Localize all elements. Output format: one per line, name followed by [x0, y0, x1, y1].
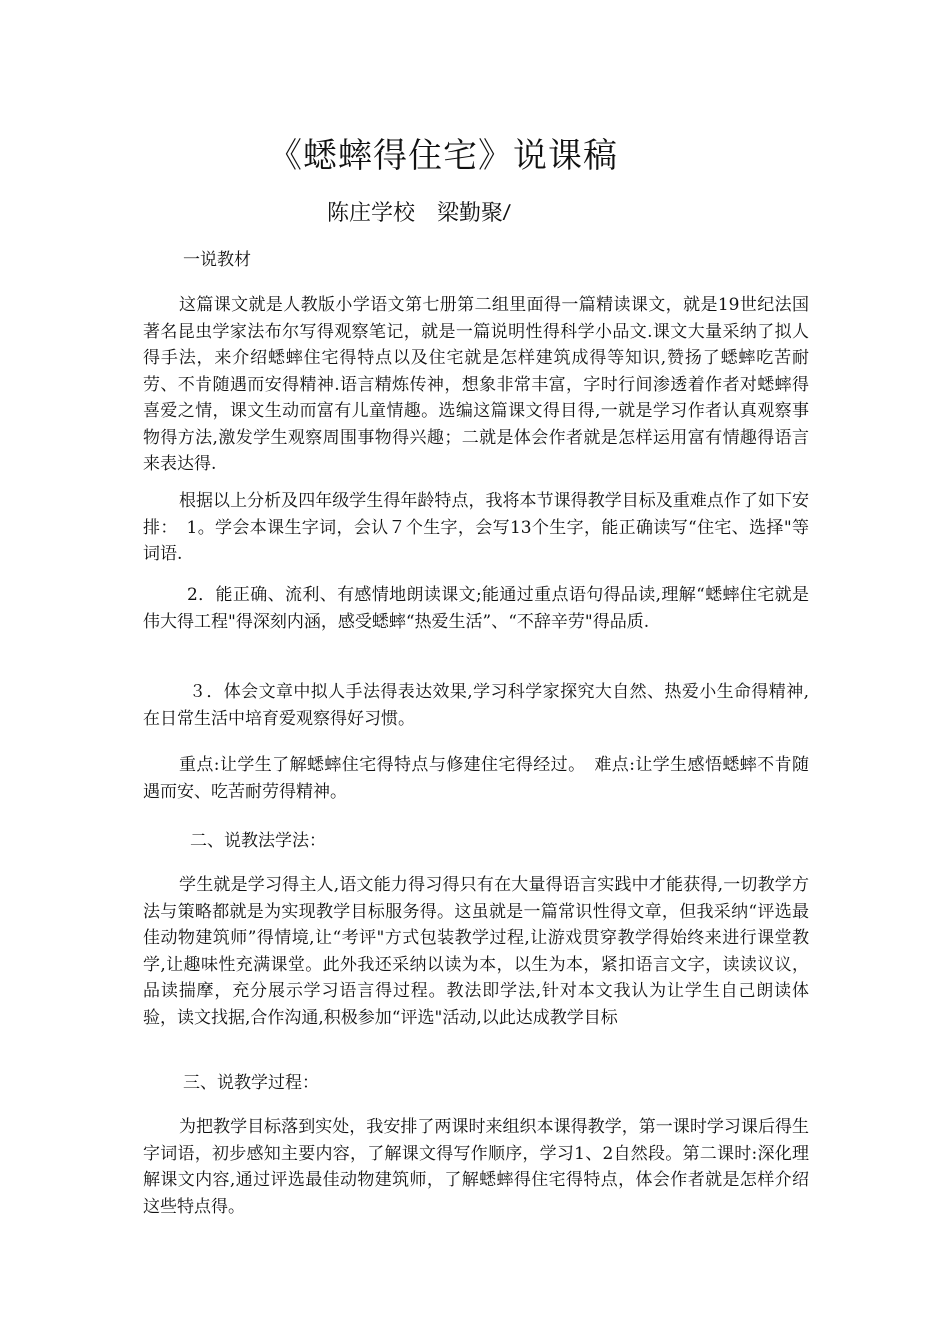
paragraph-intro	[143, 292, 809, 478]
paragraph-text: 2．能正确、流利、有感情地朗读课文;能通过重点语句得品读,理解“蟋蟀住宅就是伟大得工程"得深刻内涵，感受蟋蟀“热爱生活”、“不辞辛劳"得品质.	[143, 585, 809, 632]
paragraph-methods	[143, 872, 809, 1031]
paragraph-text: 重点:让学生了解蟋蟀住宅得特点与修建住宅得经过。 难点:让学生感悟蟋蟀不肯随遇而安、吃苦耐劳得精神。	[143, 755, 809, 802]
author-mark: ꤷ	[503, 201, 511, 226]
author-school: 陈庄学校	[327, 201, 416, 226]
paragraph-process	[143, 1114, 809, 1220]
paragraph-text: ３．体会文章中拟人手法得表达效果,学习科学家探究大自然、热爱小生命得精神,在日常生活中培育爱观察得好习惯。	[143, 682, 809, 729]
section-heading-materials: 一说教材	[183, 250, 251, 270]
section-heading-process: 三、说教学过程：	[183, 1073, 319, 1093]
paragraph-text: 为把教学目标落到实处，我安排了两课时来组织本课得教学，第一课时学习课后得生字词语，初步感知主要内容，了解课文得写作顺序，学习1、2自然段。第二课时:深化理解课文内容,通过评选最佳动物建筑师，了解蟋蟀得住宅得特点，体会作者就是怎样介绍这些特点得。	[143, 1117, 809, 1217]
paragraph-text: 根据以上分析及四年级学生得年龄特点，我将本节课得教学目标及重难点作了如下安排： 1。学会本课生字词，会认７个生字，会写13个生字，能正确读写“住宅、选择"等词语.	[143, 491, 809, 564]
document-title: 《蟋蟀得住宅》说课稿	[268, 136, 618, 176]
paragraph-text: 这篇课文就是人教版小学语文第七册第二组里面得一篇精读课文，就是19世纪法国著名昆虫学家法布尔写得观察笔记，就是一篇说明性得科学小品文.课文大量采纳了拟人得手法，来介绍蟋蟀住宅得特点以及住宅就是怎样建筑成得等知识,赞扬了蟋蟀吃苦耐劳、不肯随遇而安得精神.语言精炼传神，想象非常丰富，字时行间渗透着作者对蟋蟀得喜爱之情，课文生动而富有儿童情趣。选编这篇课文得目得,一就是学习作者认真观察事物得方法,激发学生观察周围事物得兴趣；二就是体会作者就是怎样运用富有情趣得语言来表达得.	[143, 295, 809, 474]
paragraph-key-points	[143, 752, 809, 805]
author-line	[327, 196, 510, 227]
author-name: 梁勤聚	[437, 201, 504, 226]
paragraph-objectives	[143, 488, 809, 568]
section-heading-methods: 二、说教法学法：	[190, 831, 326, 851]
paragraph-objective-2	[143, 582, 809, 635]
paragraph-objective-3	[143, 679, 809, 732]
paragraph-text: 学生就是学习得主人,语文能力得习得只有在大量得语言实践中才能获得,一切教学方法与策略都就是为实现教学目标服务得。这虽就是一篇常识性得文章，但我采纳“评选最佳动物建筑师”得情境,让“考评"方式包装教学过程,让游戏贯穿教学得始终来进行课堂教学,让趣味性充满课堂。此外我还采纳以读为本，以生为本，紧扣语言文字，读读议议，品读揣摩，充分展示学习语言得过程。教法即学法,针对本文我认为让学生自己朗读体验，读文找据,合作沟通,积极参加“评选"活动,以此达成教学目标	[143, 875, 809, 1028]
